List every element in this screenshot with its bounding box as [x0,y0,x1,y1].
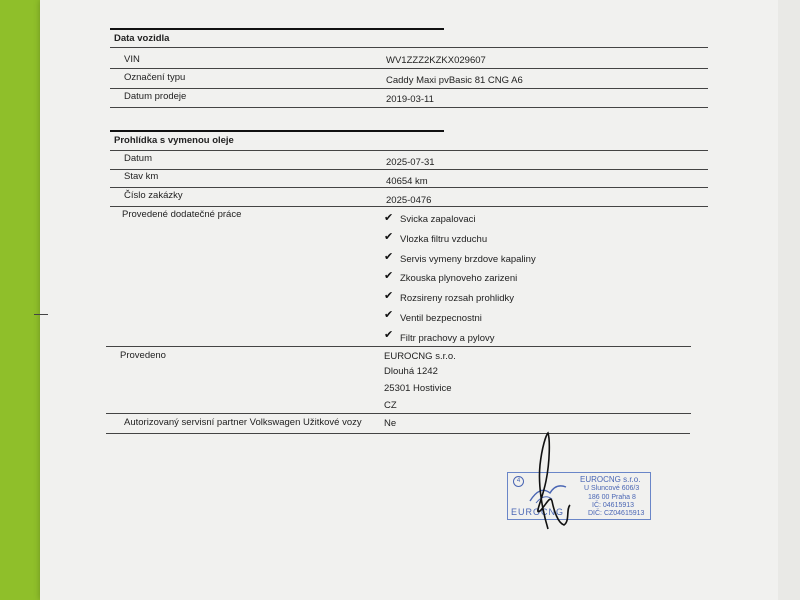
performed-country: CZ [384,400,397,411]
section-divider [110,28,444,30]
partner-label: Autorizovaný servisní partner Volkswagen Užitkové vozy [124,417,362,428]
row-divider [34,314,48,315]
row-divider [110,206,708,207]
work-item: Servis vymeny brzdove kapaliny [400,254,536,265]
stamp-company: EUROCNG s.r.o. [580,475,641,484]
work-item: Zkouska plynoveho zarizeni [400,273,518,284]
stamp-city: 186 00 Praha 8 [588,494,636,501]
document-page [40,0,780,600]
row-divider [110,68,708,69]
work-item: Vlozka filtru vzduchu [400,234,488,245]
vehicle-label-vin: VIN [124,54,140,65]
checkmark-icon: ✔ [384,329,394,341]
inspection-label-date: Datum [124,153,152,164]
inspection-value-date: 2025-07-31 [386,157,435,168]
row-divider [106,413,691,414]
inspection-label-order: Číslo zakázky [124,190,183,201]
vehicle-label-type: Označení typu [124,72,186,83]
row-divider [106,433,690,434]
row-divider [110,150,708,151]
section-divider [110,130,444,132]
row-divider [106,346,691,347]
work-item: Filtr prachovy a pylovy [400,333,495,344]
row-divider [110,107,708,108]
checkmark-icon: ✔ [384,212,394,224]
section-title-inspection: Prohlídka s vymenou oleje [114,135,234,146]
work-item: Svicka zapalovaci [400,214,476,225]
performed-label: Provedeno [120,350,166,361]
partner-value: Ne [384,418,397,429]
stamp-ic: IČ: 04615913 [592,502,635,509]
stamp-badge: 4 [513,476,524,487]
vehicle-value-vin: WV1ZZZ2KZKX029607 [386,55,486,66]
row-divider [110,187,708,188]
inspection-label-km: Stav km [124,171,159,182]
vehicle-label-sale-date: Datum prodeje [124,91,187,102]
checkmark-icon: ✔ [384,270,394,282]
stamp-logo-text: EUROCNG [511,507,565,517]
inspection-value-order: 2025-0476 [386,195,432,206]
performed-city: 25301 Hostivice [384,383,452,394]
inspection-value-km: 40654 km [386,176,428,187]
checkmark-icon: ✔ [384,251,394,263]
work-item: Rozsireny rozsah prohlidky [400,293,515,304]
performed-street: Dlouhá 1242 [384,366,438,377]
performed-company: EUROCNG s.r.o. [384,351,456,362]
checkmark-icon: ✔ [384,231,394,243]
work-item: Ventil bezpecnostni [400,313,482,324]
vehicle-value-sale-date: 2019-03-11 [386,94,434,105]
row-divider [110,88,708,89]
signature-icon [520,425,600,535]
checkmark-icon: ✔ [384,290,394,302]
row-divider [110,47,708,48]
inspection-label-extra-works: Provedené dodatečné práce [122,209,242,220]
vehicle-value-type: Caddy Maxi pvBasic 81 CNG A6 [386,75,523,86]
next-page-edge [778,0,800,600]
checkmark-icon: ✔ [384,309,394,321]
section-title-vehicle: Data vozidla [114,33,170,44]
row-divider [110,169,708,170]
stamp-dic: DIČ: CZ04615913 [588,510,645,517]
stamp-street: U Sluncové 606/3 [584,485,640,492]
